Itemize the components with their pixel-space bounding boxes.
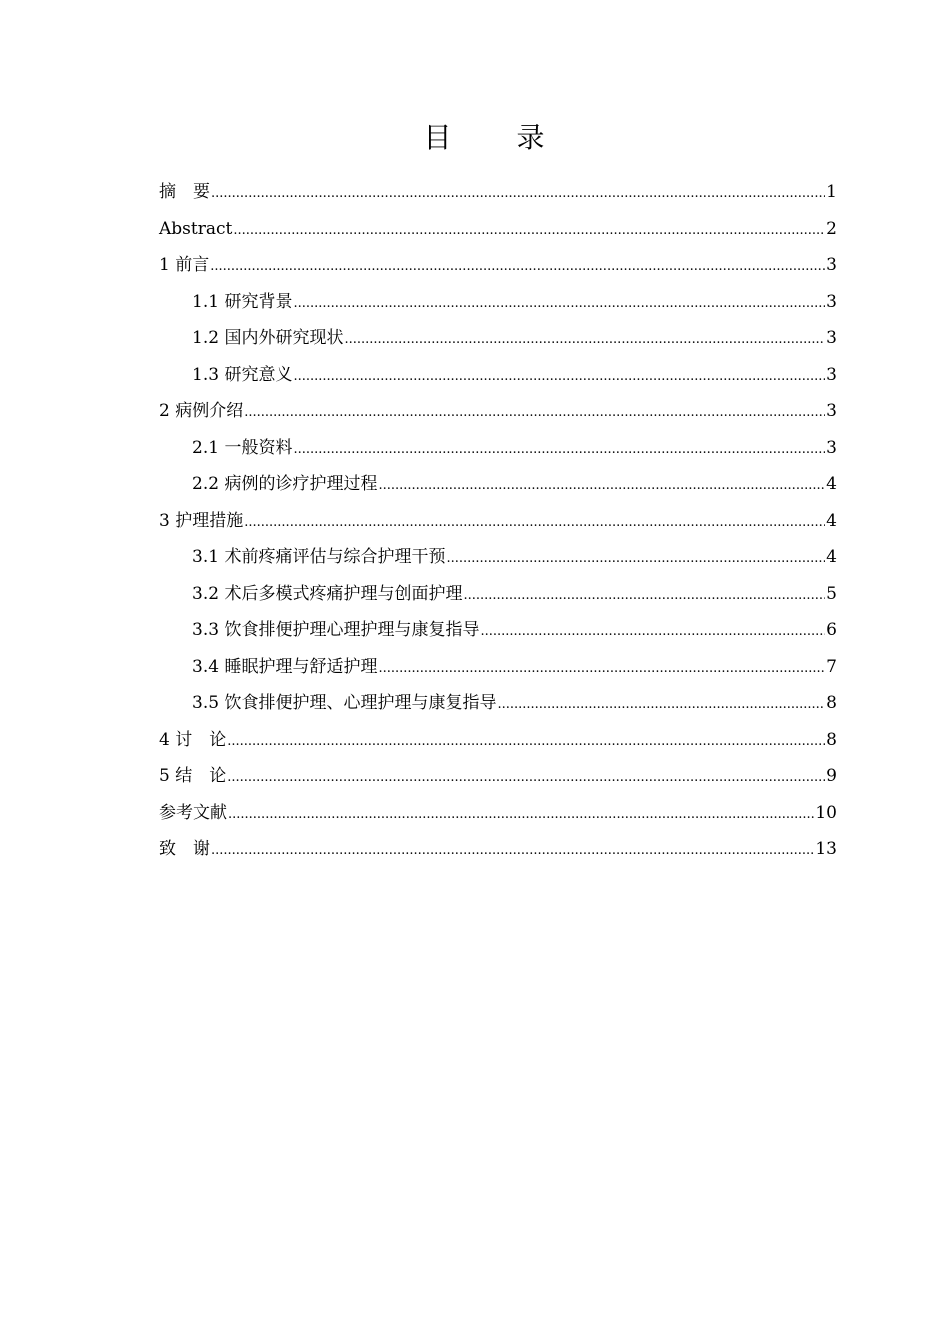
toc-leader-dots [480, 614, 825, 651]
toc-entry-abstract-cn[interactable] [159, 174, 837, 211]
toc-entry-label: 1 前言 [159, 255, 210, 275]
toc-entry-5[interactable] [159, 758, 837, 795]
toc-entry-3-4[interactable] [159, 649, 837, 686]
toc-entry-3-1[interactable] [159, 539, 837, 576]
toc-entry-page: 4 [826, 547, 837, 567]
toc-entry-label: 2 病例介绍 [159, 401, 244, 421]
toc-entry-label: 1.1 研究背景 [192, 291, 293, 312]
toc-leader-dots [210, 249, 825, 286]
toc-entry-page: 9 [826, 766, 837, 786]
toc-entry-label: 3.5 饮食排便护理、心理护理与康复指导 [192, 693, 497, 713]
toc-leader-dots [446, 541, 825, 578]
toc-entry-label: 2.2 病例的诊疗护理过程 [192, 474, 378, 494]
toc-entry-page: 1 [826, 182, 837, 202]
toc-entry-page: 3 [826, 401, 837, 421]
toc-entry-label: 参考文献 [159, 802, 227, 823]
toc-entry-2-1[interactable] [159, 430, 837, 467]
toc-entry-label: 摘 要 [159, 182, 210, 202]
toc-leader-dots [228, 797, 814, 834]
toc-entry-1-2[interactable] [159, 320, 837, 357]
toc-entry-3-2[interactable] [159, 576, 837, 613]
toc-leader-dots [244, 505, 825, 542]
toc-entry-page: 3 [826, 328, 837, 348]
toc-entry-label: 3.1 术前疼痛评估与综合护理干预 [192, 547, 446, 567]
toc-leader-dots [227, 760, 825, 797]
toc-entry-preface[interactable] [159, 247, 837, 284]
toc-entry-references[interactable] [159, 795, 837, 832]
toc-entry-page: 8 [826, 729, 837, 750]
toc-entry-2-2[interactable] [159, 466, 837, 503]
toc-entry-page: 5 [826, 583, 837, 604]
toc-entry-page: 10 [815, 802, 837, 823]
toc-leader-dots [378, 468, 825, 505]
toc-leader-dots [497, 687, 825, 724]
toc-leader-dots [293, 432, 825, 469]
toc-entry-page: 4 [826, 474, 837, 494]
toc-entry-3-5[interactable] [159, 685, 837, 722]
toc-leader-dots [244, 395, 825, 432]
toc-entry-3-3[interactable] [159, 612, 837, 649]
toc-entry-3[interactable] [159, 503, 837, 540]
toc-entry-2[interactable] [159, 393, 837, 430]
toc-title: 目 录 [423, 121, 573, 154]
toc-entry-4[interactable] [159, 722, 837, 759]
toc-leader-dots [233, 213, 825, 250]
toc-entry-page: 7 [826, 656, 837, 677]
toc-entry-label: 致 谢 [159, 839, 210, 859]
toc-entry-1-3[interactable] [159, 357, 837, 394]
toc-entry-page: 8 [826, 693, 837, 713]
toc-entry-1-1[interactable] [159, 284, 837, 321]
toc-entry-label: 3.4 睡眠护理与舒适护理 [192, 656, 378, 677]
toc-entry-label: 3.3 饮食排便护理心理护理与康复指导 [192, 620, 480, 640]
toc-leader-dots [293, 286, 825, 323]
toc-leader-dots [211, 833, 814, 870]
toc-entry-acknowledgements[interactable] [159, 831, 837, 868]
toc-leader-dots [293, 359, 825, 396]
toc-entry-page: 13 [815, 839, 837, 859]
toc-entry-label: 1.3 研究意义 [192, 364, 293, 385]
toc-entry-page: 3 [826, 291, 837, 312]
toc-leader-dots [227, 724, 825, 761]
toc-entry-label: 1.2 国内外研究现状 [192, 328, 344, 348]
toc-entry-page: 3 [826, 364, 837, 385]
toc-entry-label: 3.2 术后多模式疼痛护理与创面护理 [192, 583, 463, 604]
toc-entry-abstract-en[interactable] [159, 211, 837, 248]
toc-entry-label: 3 护理措施 [159, 510, 244, 531]
toc-entry-label: 4 讨 论 [159, 729, 227, 750]
toc-leader-dots [463, 578, 825, 615]
toc-entry-label: 2.1 一般资料 [192, 437, 293, 458]
toc-entry-label: 5 结 论 [159, 766, 227, 786]
toc-entry-page: 6 [826, 620, 837, 640]
toc-leader-dots [211, 176, 825, 213]
toc-entry-page: 3 [826, 437, 837, 458]
toc-entry-page: 4 [826, 510, 837, 531]
toc-entry-page: 3 [826, 255, 837, 275]
toc-entry-page: 2 [826, 218, 837, 239]
toc-list [159, 174, 837, 868]
toc-leader-dots [344, 322, 825, 359]
toc-entry-label: Abstract [159, 218, 233, 239]
toc-leader-dots [378, 651, 825, 688]
